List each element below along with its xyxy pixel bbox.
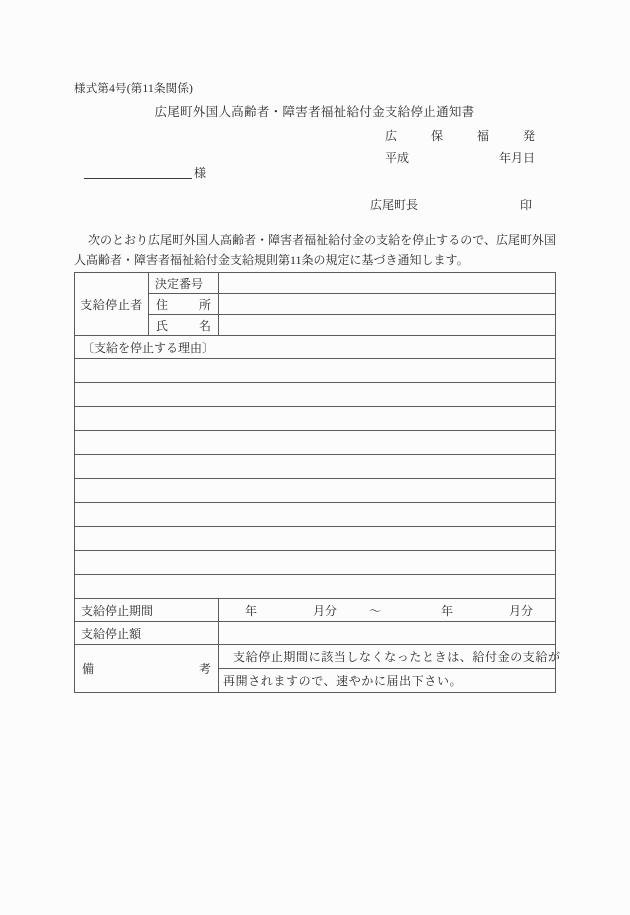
name-label-cell: [149, 315, 219, 336]
table-row-reason-blank: [75, 431, 556, 455]
reference-char-2: 保: [430, 129, 443, 143]
reason-blank-cell[interactable]: [75, 431, 556, 455]
amount-label: [75, 625, 218, 642]
name-label-b: 名: [198, 318, 211, 333]
table-row-reason-blank: [75, 383, 556, 407]
subject-label: 支給停止者: [80, 297, 143, 312]
table-row-period: [75, 599, 556, 622]
period-year-start: 年: [245, 603, 258, 618]
date-year-label: 年: [498, 151, 511, 165]
document-title: 広尾町外国人高齢者・障害者福祉給付金支給停止通知書: [154, 105, 475, 119]
date-month-label: 月: [510, 151, 523, 165]
remarks-text-cell-2: [219, 669, 556, 693]
period-label: [75, 602, 218, 619]
period-month-end: 月分: [509, 603, 534, 618]
table-row-remarks-1: [75, 645, 556, 669]
table-row-reason-blank: [75, 575, 556, 599]
date-line: [385, 149, 535, 166]
decision-number-label-text: 決定番号: [155, 276, 204, 291]
reason-blank-cell[interactable]: [75, 503, 556, 527]
period-label-cell: [75, 599, 219, 622]
body-paragraph: 次のとおり広尾町外国人高齢者・障害者福祉給付金の支給を停止するので、広尾町外国人高齢者・障害者福祉給付金支給規則第11条の規定に基づき通知します。: [74, 233, 556, 267]
reason-blank-cell[interactable]: [75, 527, 556, 551]
decision-number-value-cell[interactable]: [219, 273, 556, 294]
amount-label-cell: [75, 622, 219, 645]
reason-blank-cell[interactable]: [75, 407, 556, 431]
reference-char-1: 広: [385, 129, 398, 143]
table-row-decision-number: [75, 273, 556, 294]
addressee-blank-field[interactable]: [84, 163, 192, 179]
reason-blank-cell[interactable]: [75, 359, 556, 383]
address-label-a: 住: [156, 297, 169, 312]
remarks-text-cell-1: [219, 645, 561, 669]
reason-blank-cell[interactable]: [75, 383, 556, 407]
amount-value-cell[interactable]: [219, 622, 556, 645]
period-label-text: 支給停止期間: [81, 603, 154, 618]
issuer-name: 広尾町長: [370, 198, 419, 212]
reference-char-4: 発: [522, 129, 535, 143]
remarks-line-2: 再開されますので、速やかに届出下さい。: [223, 674, 463, 688]
remarks-label-cell: [75, 645, 219, 693]
period-tilde: ～: [369, 603, 382, 618]
date-day-label: 日: [522, 151, 535, 165]
address-label-b: 所: [198, 297, 211, 312]
decision-number-label-cell: [149, 273, 219, 294]
addressee-line: [84, 163, 206, 181]
remarks-line-1: 支給停止期間に該当しなくなったときは、給付金の支給が: [233, 650, 561, 664]
period-month-start: 月分: [313, 603, 338, 618]
table-row-reason-header: [75, 336, 556, 359]
addressee-honorific: 様: [194, 166, 207, 180]
date-era: 平成: [385, 151, 410, 165]
reference-number-line: [385, 127, 535, 144]
issuer-line: [370, 196, 532, 213]
remarks-label-b: 考: [198, 662, 211, 676]
name-label-a: 氏: [156, 318, 169, 333]
notification-form-table: [74, 272, 561, 693]
table-row-reason-blank: [75, 527, 556, 551]
period-value-cell[interactable]: [219, 599, 556, 622]
form-number: 様式第4号(第11条関係): [74, 83, 194, 95]
remarks-label-a: 備: [82, 662, 95, 676]
subject-label-cell: [75, 273, 149, 336]
reason-blank-cell[interactable]: [75, 455, 556, 479]
table-row-reason-blank: [75, 479, 556, 503]
seal-mark: 印: [519, 198, 532, 212]
address-label-cell: [149, 294, 219, 315]
name-value-cell[interactable]: [219, 315, 556, 336]
reason-blank-cell[interactable]: [75, 551, 556, 575]
address-label: [149, 296, 218, 313]
table-row-reason-blank: [75, 503, 556, 527]
amount-label-text: 支給停止額: [81, 626, 142, 641]
decision-number-label: [149, 275, 218, 292]
period-value: [219, 602, 555, 619]
name-label: [149, 317, 218, 334]
table-row-reason-blank: [75, 359, 556, 383]
reason-blank-cell[interactable]: [75, 575, 556, 599]
reason-header-label: 〔支給を停止する理由〕: [82, 340, 215, 355]
period-year-end: 年: [441, 603, 454, 618]
table-row-reason-blank: [75, 551, 556, 575]
reason-header-cell: [75, 336, 556, 359]
table-row-reason-blank: [75, 407, 556, 431]
reference-char-3: 福: [476, 129, 489, 143]
table-row-amount: [75, 622, 556, 645]
remarks-label: [75, 660, 218, 677]
reason-blank-cell[interactable]: [75, 479, 556, 503]
address-value-cell[interactable]: [219, 294, 556, 315]
table-row-reason-blank: [75, 455, 556, 479]
